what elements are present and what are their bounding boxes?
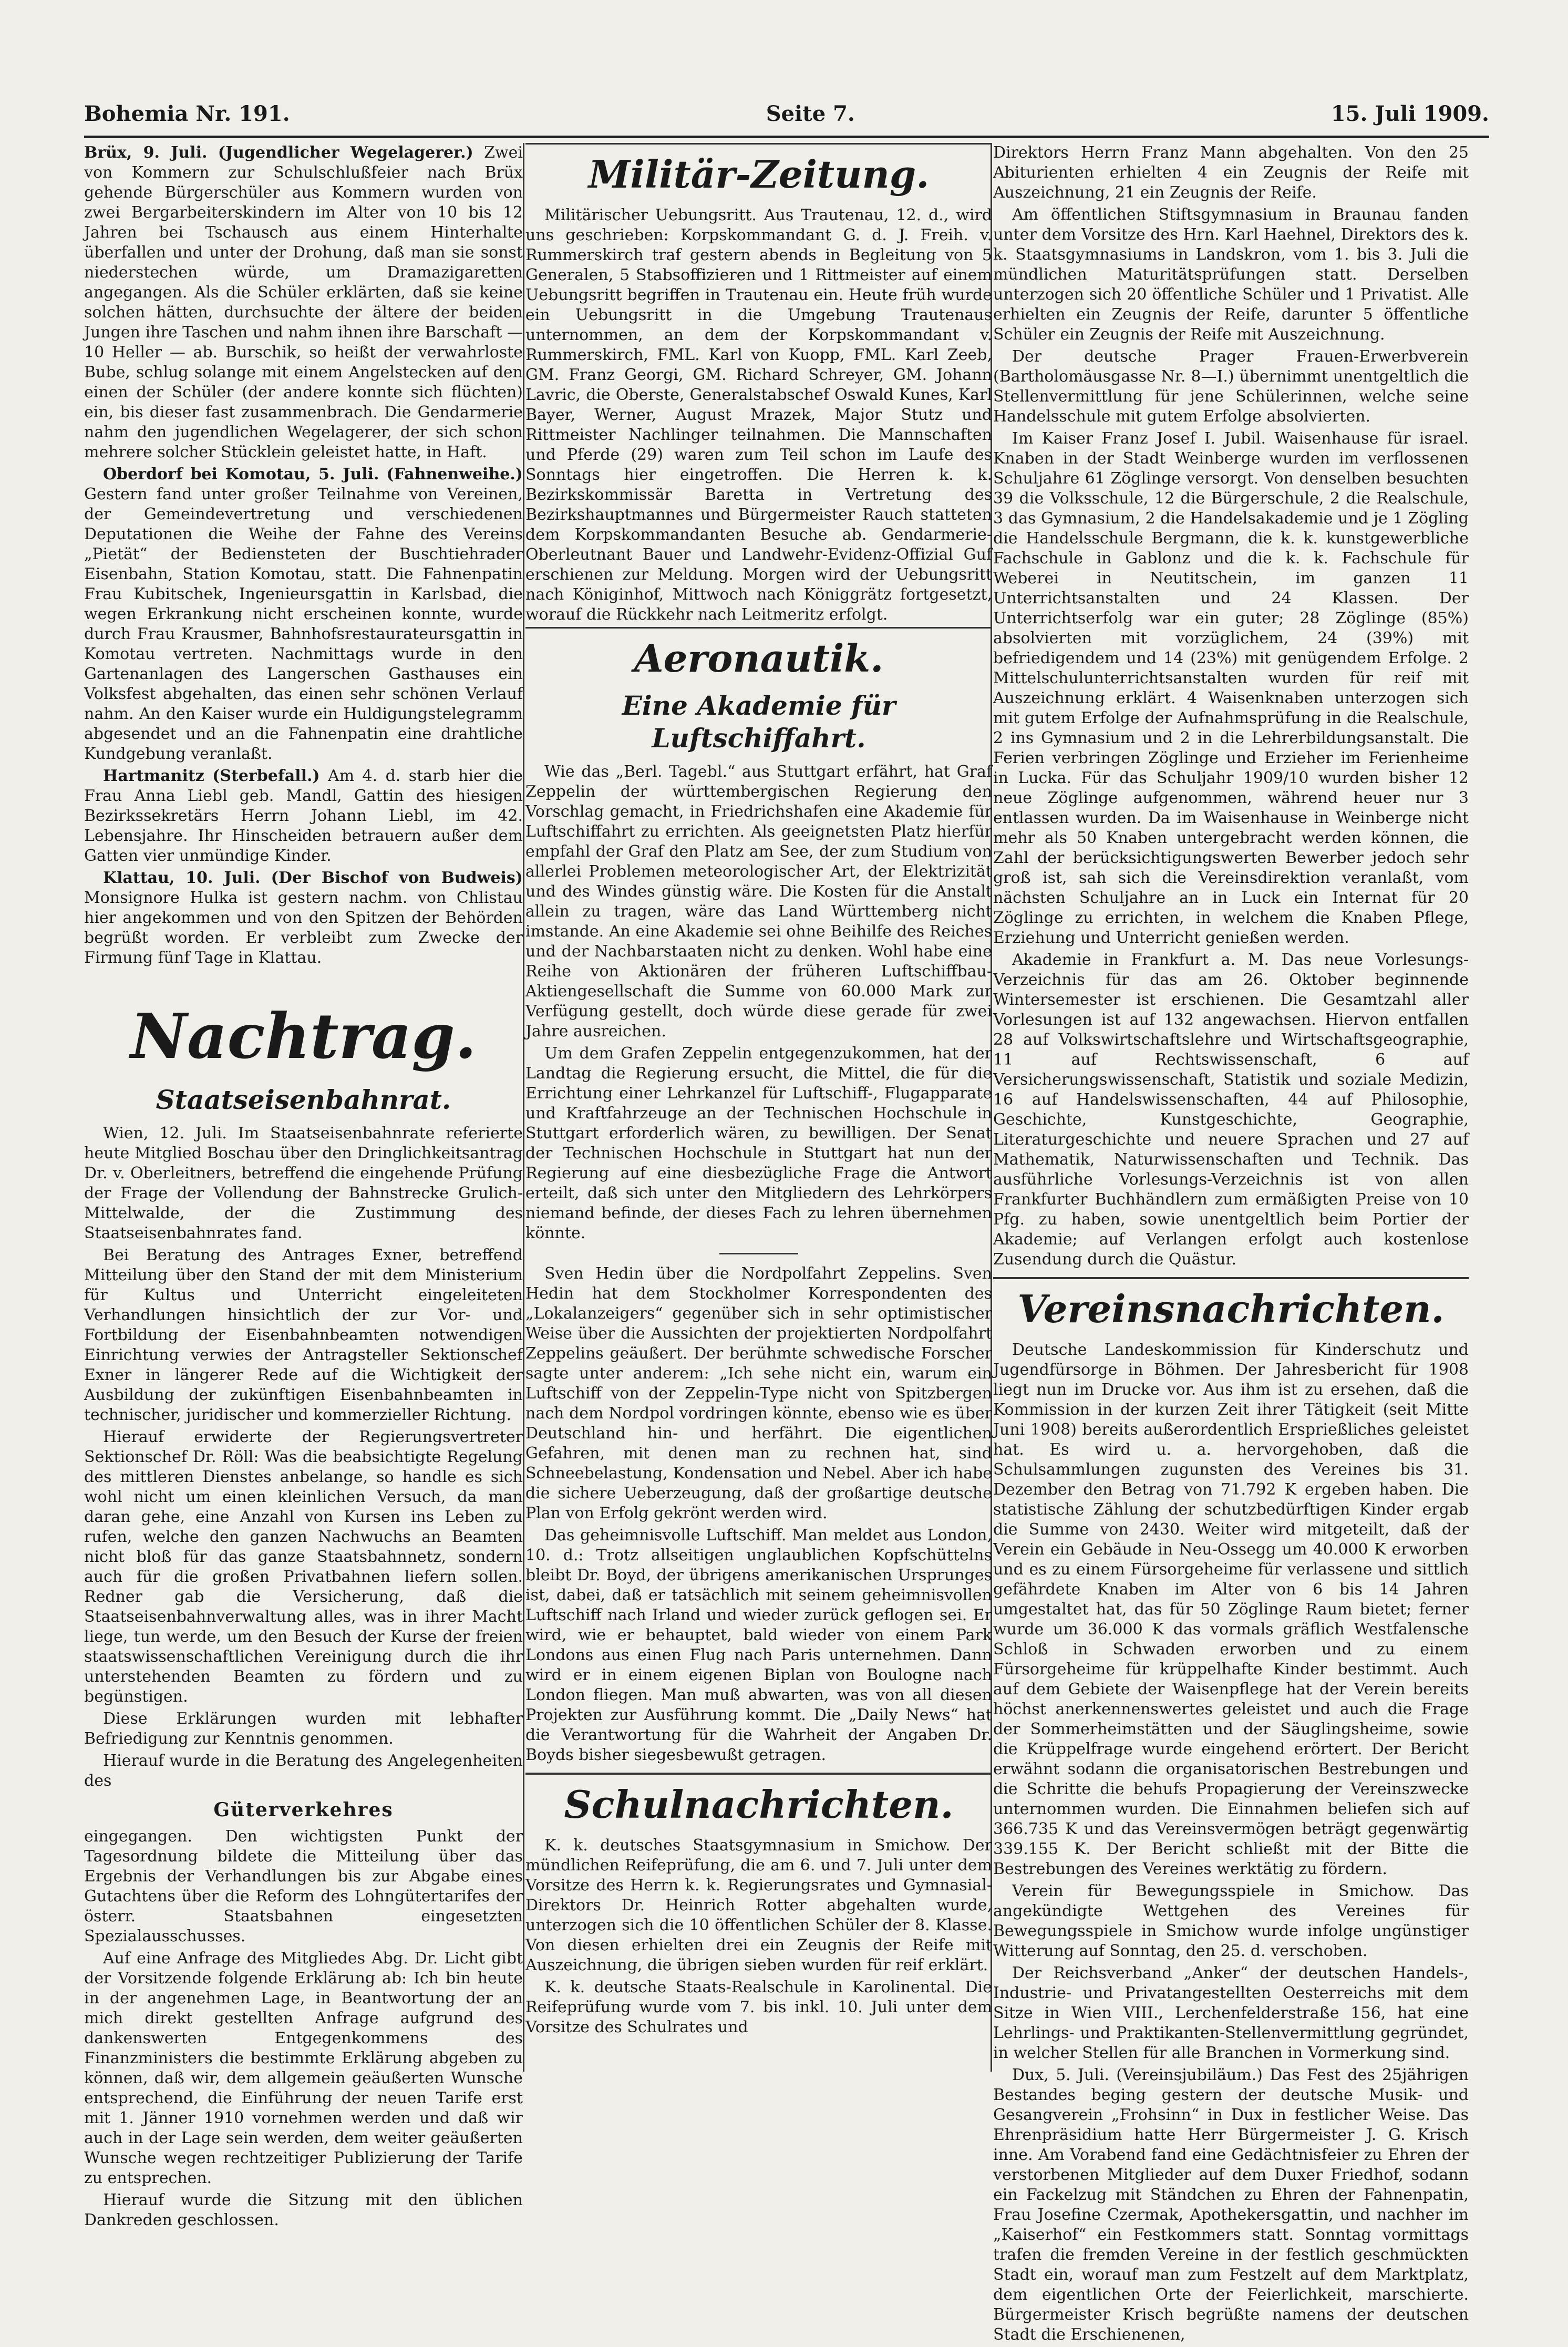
local-news-item: Klattau, 10. Juli. (Der Bischof von Budweis) Monsignore Hulka ist gestern nachm. von Chlistau hier angekommen und von den Spitzen der Behörden begrüßt worden. Er verbleibt zum Zwecke der Firmung fünf Tage in Klattau. (84, 869, 523, 967)
section-title-nachtrag: Nachtrag. (130, 1000, 477, 1073)
article-paragraph: Hierauf wurde die Sitzung mit den üblichen Dankreden geschlossen. (84, 2191, 523, 2229)
article-paragraph: Hierauf wurde in die Beratung des Angelegenheiten des (84, 1752, 523, 1790)
article-paragraph: Bei Beratung des Antrages Exner, betreffend Mitteilung über den Stand der mit dem Ministerium für Kultus und Unterricht eingeleiteten Verhandlungen hinsichtlich der zur Vor- und Fortbildung der Eisenbahnbeamten notwendigen Einrichtung verwies der Antragsteller Sektionschef Exner in längerer Rede auf die Wichtigkeit der Ausbildung der zukünftigen Eisenbahnbeamten in technischer, juridischer und kommerzieller Richtung. (84, 1246, 523, 1424)
article-paragraph: Akademie in Frankfurt a. M. Das neue Vorlesungs-Verzeichnis für das am 26. Oktober beginnende Wintersemester ist erschienen. Die Gesamtzahl aller Vorlesungen ist auf 132 angewachsen. Hiervon entfallen 28 auf Volkswirtschaftslehre und Wirtschaftsgeographie, 11 auf Rechtswissenschaft, 6 auf Versicherungswissenschaft, Statistik und soziale Medizin, 16 auf Handelswissenschaften, 44 auf Philosophie, Geschichte, Kunstgeschichte, Geographie, Literaturgeschichte und neuere Sprachen und 27 auf Mathematik, Naturwissenschaften und Technik. Das ausführliche Vorlesungs-Verzeichnis ist von allen Frankfurter Buchhändlern zum ermäßigten Preise von 10 Pfg. zu haben, sowie unentgeltlich beim Portier der Akademie; auf Verlangen erfolgt auch kostenlose Zusendung durch die Quästur. (993, 951, 1469, 1269)
header-rule (84, 136, 1489, 138)
article-paragraph: Auf eine Anfrage des Mitgliedes Abg. Dr. Licht gibt der Vorsitzende folgende Erklärung ab: Ich bin heute in der angenehmen Lage, in Beantwortung der an mich direkt gestellten Anfrage aufgrund des dankenswerten Entgegenkommens des Finanzministers die bestimmte Erklärung abgeben zu können, daß wir, dem allgemein geäußerten Wunsche entsprechend, die Einführung der neuen Tarife erst mit 1. Jänner 1910 vornehmen werden und daß wir auch in der Lage sein werden, dem weiter geäußerten Wunsche wegen rechtzeitiger Publizierung der Tarife zu entsprechen. (84, 1949, 523, 2187)
article-paragraph: eingegangen. Den wichtigsten Punkt der Tagesordnung bildete die Mitteilung über das Ergebnis der Verhandlungen bis zur Abgabe eines Gutachtens über die Reform des Lohngütertarifes der österr. Staatsbahnen eingesetzten Spezialausschusses. (84, 1827, 523, 1945)
subsection-title: Staatseisenbahnrat. (156, 1084, 451, 1115)
column-2 (525, 143, 992, 2040)
article-paragraph: Militärischer Uebungsritt. Aus Trautenau, 12. d., wird uns geschrieben: Korpskommandant G. d. J. Freih. v. Rummerskirch traf gestern abends in Begleitung von 5 Generalen, 5 Stabsoffizieren und 1 Rittmeister auf einem Uebungsritt begriffen in Trautenau ein. Heute früh wurde ein Uebungsritt in die Umgebung Trautenaus unternommen, an dem der Korpskommandant v. Rummerskirch, FML. Karl von Kuopp, FML. Karl Zeeb, GM. Franz Georgi, GM. Richard Schreyer, GM. Johann Lavric, die Oberste, Generalstabschef Oswald Kunes, Karl Bayer, Werner, August Mrazek, Major Stutz und Rittmeister Nachlinger teilnahmen. Die Mannschaften und Pferde (29) waren zum Teil schon im Laufe des Sonntags hier eingetroffen. Die Herren k. k. Bezirkskommissär Baretta in Vertretung des Bezirkshauptmannes und Bürgermeister Rauch statteten dem Korpskommandanten Besuche ab. Gendarmerie-Oberleutnant Bauer und Landwehr-Evidenz-Offizial Guf erschienen zur Meldung. Morgen wird der Uebungsritt nach Königinhof, Mittwoch nach Königgrätz fortgesetzt, worauf die Rückkehr nach Leitmeritz erfolgt. (525, 206, 992, 624)
header-center: Seite 7. (766, 101, 855, 126)
section-title-school: Schulnachrichten. (564, 1782, 954, 1827)
separator (525, 1773, 992, 1775)
header-right: 15. Juli 1909. (1330, 101, 1489, 126)
article-paragraph: Im Kaiser Franz Josef I. Jubil. Waisenhause für israel. Knaben in der Stadt Weinberge wurden im verflossenen Schuljahre 61 Zöglinge versorgt. Von denselben besuchten 39 die Volksschule, 12 die Bürgerschule, 2 die Realschule, 3 das Gymnasium, 2 die Handelsakademie und je 1 Zögling die Handelsschule Bergmann, die k. k. kunstgewerbliche Fachschule in Gablonz und die k. k. Fachschule für Weberei in Neutitschein, im ganzen 11 Unterrichtsanstalten und 24 Klassen. Der Unterrichtserfolg war ein guter; 28 Zöglinge (85%) absolvierten mit vorzüglichem, 24 (39%) mit befriedigendem und 14 (23%) mit genügendem Erfolge. 2 Mittelschulunterrichtsanstalten wurden für reif mit Auszeichnung erklärt. 4 Waisenknaben unterzogen sich mit gutem Erfolge der Aufnahmsprüfung in die Realschule, 2 ins Gymnasium und 2 in die Lehrerbildungsanstalt. Die Ferien verbringen Zöglinge und Erzieher im Ferienheime in Lucka. Für das Schuljahr 1909/10 wurden bisher 12 neue Zöglinge aufgenommen, während heuer nur 3 entlassen wurden. Da im Waisenhause in Weinberge nicht mehr als 50 Knaben untergebracht werden können, die Zahl der berücksichtigungswerten Bewerber jedoch sehr groß ist, sah sich die Vereinsdirektion veranlaßt, vom nächsten Schuljahre an in Luck ein Internat für 20 Zöglinge zu errichten, in welchem die Knaben Pflege, Erziehung und Unterricht genießen werden. (993, 429, 1469, 947)
column-1 (84, 143, 523, 2232)
article-paragraph: K. k. deutsches Staatsgymnasium in Smichow. Der mündlichen Reifeprüfung, die am 6. und 7. Juli unter dem Vorsitze des Herrn k. k. Regierungsrates und Gymnasial-Direktors Dr. Heinrich Rotter abgehalten wurde, unterzogen sich die 10 öffentlichen Schüler der 8. Klasse. Von diesen erhielten drei ein Zeugnis der Reife mit Auszeichnung, die übrigen sieben wurden für reif erklärt. (525, 1836, 992, 1974)
article-paragraph: Diese Erklärungen wurden mit lebhafter Befriedigung zur Kenntnis genommen. (84, 1710, 523, 1748)
section-title-aeronautics: Aeronautik. (634, 636, 884, 681)
article-paragraph: Dux, 5. Juli. (Vereinsjubiläum.) Das Fest des 25jährigen Bestandes beging gestern der deutsche Musik- und Gesangverein „Frohsinn“ in Dux in festlicher Weise. Das Ehrenpräsidium hatte Herr Bürgermeister J. G. Krisch inne. Am Vorabend fand eine Gedächtnisfeier zu Ehren der verstorbenen Mitglieder auf dem Duxer Friedhof, sodann ein Fackelzug mit Ständchen zu Ehren der Fahnenpatin, Frau Josefine Czermak, Apothekersgattin, und nachher im „Kaiserhof“ ein Festkommers statt. Sonntag vormittags trafen die fremden Vereine in der festlich geschmückten Stadt ein, worauf man zum Festzelt auf dem Marktplatz, dem eigentlichen Orte der Feierlichkeit, marschierte. Bürgermeister Krisch begrüßte namens der deutschen Stadt die Erschienenen, (993, 2066, 1469, 2344)
local-news-item: Hartmanitz (Sterbefall.) Am 4. d. starb hier die Frau Anna Liebl geb. Mandl, Gattin des hiesigen Bezirkssekretärs Herrn Johann Liebl, im 42. Lebensjahre. Ihr Hinscheiden betrauern außer dem Gatten vier unmündige Kinder. (84, 767, 523, 865)
separator (993, 1277, 1469, 1279)
header-left: Bohemia Nr. 191. (84, 101, 290, 126)
column-3 (993, 143, 1469, 2347)
military-box (525, 143, 992, 629)
article-paragraph: Am öffentlichen Stiftsgymnasium in Braunau fanden unter dem Vorsitze des Hrn. Karl Haehnel, Direktors des k. k. Staatsgymnasiums in Landskron, vom 1. bis 3. Juli die mündlichen Maturitätsprüfungen statt. Derselben unterzogen sich 20 öffentliche Schüler und 1 Privatist. Alle erhielten ein Zeugnis der Reife, darunter 5 öffentliche Schüler ein Zeugnis der Reife mit Auszeichnung. (993, 205, 1469, 344)
article-paragraph: Sven Hedin über die Nordpolfahrt Zeppelins. Sven Hedin hat dem Stockholmer Korrespondenten des „Lokalanzeigers“ gegenüber sich in sehr optimistischer Weise über die Aussichten der projektierten Nordpolfahrt Zeppelins geäußert. Der berühmte schwedische Forscher sagte unter anderem: „Ich sehe nicht ein, warum ein Luftschiff von der Zeppelin-Type nicht von Spitzbergen nach dem Nordpol vordringen könnte, ebenso wie es über Deutschland hin- und herfährt. Die eigentlichen Gefahren, mit denen man zu rechnen hat, sind Schneebelastung, Kondensation und Nebel. Aber ich habe die sichere Ueberzeugung, daß der großartige deutsche Plan von Erfolg gekrönt werden wird. (525, 1264, 992, 1522)
article-paragraph: Hierauf erwiderte der Regierungsvertreter Sektionschef Dr. Röll: Was die beabsichtigte Regelung des mittleren Dienstes anbelange, so handle es sich wohl nicht um einen kleinlichen Versuch, da man daran gehe, eine Anzahl von Kursen ins Leben zu rufen, welche den ganzen Nachwuchs an Beamten nicht bloß für das ganze Staatsbahnnetz, sondern auch für die großen Privatbahnen liefern sollen. Redner gab die Versicherung, daß die Staatseisenbahnverwaltung alles, was in ihrer Macht liege, tun werde, um den Besuch der Kurse der freien staatswissenschaftlichen Vereinigung durch die ihr unterstehenden Beamten zu fördern und zu begünstigen. (84, 1428, 523, 1706)
local-news-item: Oberdorf bei Komotau, 5. Juli. (Fahnenweihe.) Gestern fand unter großer Teilnahme von Vereinen, der Gemeindevertretung und verschiedenen Deputationen die Weihe der Fahne des Vereins „Pietät“ der Bediensteten der Buschtiehrader Eisenbahn, Station Komotau, statt. Die Fahnenpatin Frau Kubitschek, Ingenieursgattin in Karlsbad, die wegen Erkrankung nicht erscheinen konnte, wurde durch Frau Krausmer, Bahnhofsrestaurateursgattin in Komotau vertreten. Nachmittags wurde in den Gartenanlagen des Langerschen Gasthauses ein Volksfest abgehalten, das einen sehr schönen Verlauf nahm. An den Kaiser wurde ein Huldigungstelegramm abgesendet und an die Fahnenpatin eine drahtliche Kundgebung veranlaßt. (84, 465, 523, 763)
local-news-item: Brüx, 9. Juli. (Jugendlicher Wegelagerer.) Zwei von Kommern zur Schulschlußfeier nach Brüx gehende Bürgerschüler aus Kommern wurden von zwei Bergarbeiterskindern im Alter von 10 bis 12 Jahren bei Tschausch aus einem Hinterhalte überfallen und unter der Drohung, daß man sie sonst niederstechen würde, um Dramazigaretten angegangen. Als die Schüler erklärten, daß sie keine solchen hätten, durchsuchte der ältere der beiden Jungen ihre Taschen und nahm ihnen ihre Barschaft — 10 Heller — ab. Burschik, so heißt der verwahrloste Bube, schlug solange mit einem Angelstecken auf den einen der Schüler (der andere konnte sich flüchten) ein, bis dieser fast zusammenbrach. Die Gendarmerie nahm den jugendlichen Wegelagerer, der sich schon mehrere solcher Stücklein geleistet hatte, in Haft. (84, 143, 523, 461)
inline-heading: Güterverkehres (213, 1799, 394, 1821)
article-paragraph: Wien, 12. Juli. Im Staatseisenbahnrate referierte heute Mitglied Boschau über den Dringlichkeitsantrag Dr. v. Oberleitners, betreffend die eingehende Prüfung der Frage der Vollendung der Bahnstrecke Grulich-Mittelwalde, der die Zustimmung des Staatseisenbahnrates fand. (84, 1124, 523, 1242)
article-paragraph: Um dem Grafen Zeppelin entgegenzukommen, hat der Landtag die Regierung ersucht, die Mittel, die für die Errichtung einer Lehrkanzel für Luftschiff-, Flugapparate und Kraftfahrzeuge an der Technischen Hochschule in Stuttgart erforderlich wären, zu bewilligen. Der Senat der Technischen Hochschule in Stuttgart hat nun der Regierung auf eine diesbezügliche Frage die Antwort erteilt, daß sich unter den Mitgliedern des Lehrkörpers niemand befinde, der dieses Fach zu lehren übernehmen könnte. (525, 1044, 992, 1242)
article-paragraph: Der Reichsverband „Anker“ der deutschen Handels-, Industrie- und Privatangestellten Oesterreichs mit dem Sitze in Wien VIII., Lerchenfelderstraße 156, hat eine Lehrlings- und Praktikanten-Stellenvermittlung gegründet, in welcher Stellen für alle Branchen in Vormerkung sind. (993, 1964, 1469, 2062)
article-paragraph: K. k. deutsche Staats-Realschule in Karolinental. Die Reifeprüfung wurde vom 7. bis inkl. 10. Juli unter dem Vorsitze des Schulrates und (525, 1978, 992, 2036)
column-divider (523, 143, 524, 2072)
section-title-associations: Vereinsnachrichten. (1017, 1286, 1445, 1331)
article-paragraph: Deutsche Landeskommission für Kinderschutz und Jugendfürsorge in Böhmen. Der Jahresbericht für 1908 liegt nun im Drucke vor. Aus ihm ist zu ersehen, daß die Kommission in der kurzen Zeit ihrer Tätigkeit (seit Mitte Juni 1908) bereits außerordentlich Ersprießliches geleistet hat. Es wird u. a. hervorgehoben, daß die Schulsammlungen zugunsten des Vereines bis 31. Dezember den Betrag von 71.792 K ergeben haben. Die statistische Zählung der schutzbedürftigen Kinder ergab die Summe von 2430. Weiter wird mitgeteilt, daß der Verein ein Gebäude in Neu-Ossegg um 40.000 K erworben und es zu einem Fürsorgeheime für verlassene und sittlich gefährdete Knaben im Alter von 6 bis 14 Jahren umgestaltet hat, das für 50 Zöglinge Raum bietet; ferner wurde um 36.000 K das vormals gräflich Westfalensche Schloß in Schwaden erworben und zu einem Fürsorgeheime für krüppelhafte Kinder bestimmt. Auch auf dem Gebiete der Waisenpflege hat der Verein bereits höchst anerkennenswertes geleistet und auch die Frage der Sommerheimstätten und der Säuglingsheime, sowie die Krüppelfrage wurde eingehend erörtert. Der Bericht erwähnt sodann die organisatorischen Bestrebungen und die Schritte die behufs Propagierung der Vereinszwecke unternommen wurden. Die Einnahmen beliefen sich auf 366.735 K und das Vereinsvermögen beträgt gegenwärtig 339.155 K. Der Bericht schließt mit der Bitte die Bestrebungen des Vereines werktätig zu fördern. (993, 1341, 1469, 1878)
separator (719, 1253, 798, 1254)
article-paragraph: Das geheimnisvolle Luftschiff. Man meldet aus London, 10. d.: Trotz allseitigen unglaublichen Kopfschüttelns bleibt Dr. Boyd, der übrigens amerikanischen Ursprunges ist, dabei, daß er tatsächlich mit seinem geheimnisvollen Luftschiff nach Irland und wieder zurück geflogen sei. Er wird, wie er behauptet, bald wieder von einem Park Londons aus einen Flug nach Paris unternehmen. Dann wird er in einem eigenen Biplan von Boulogne nach London fliegen. Man muß abwarten, was von all diesen Projekten zur Ausführung kommt. Die „Daily News“ hat die Verantwortung für die Wahrheit der Angaben Dr. Boyds bisher siegesbewußt getragen. (525, 1526, 992, 1764)
subsection-title: Eine Akademie für Luftschiffahrt. (622, 690, 896, 754)
running-head (84, 98, 1489, 129)
article-paragraph: Direktors Herrn Franz Mann abgehalten. Von den 25 Abiturienten erhielten 4 ein Zeugnis der Reife mit Auszeichnung, 21 ein Zeugnis der Reife. (993, 143, 1469, 202)
article-paragraph: Wie das „Berl. Tagebl.“ aus Stuttgart erfährt, hat Graf Zeppelin der württembergischen Regierung den Vorschlag gemacht, in Friedrichshafen eine Akademie für Luftschiffahrt zu errichten. Als geeignetsten Platz hierfür empfahl der Graf den Platz am See, der zum Studium von allerlei Problemen meteorologischer Art, der Elektrizität und des Windes günstig wäre. Die Kosten für die Anstalt allein zu tragen, wäre das Land Württemberg nicht imstande. An eine Akademie sei ohne Beihilfe des Reiches und der Nachbarstaaten nicht zu denken. Wohl habe eine Reihe von Aktionären der früheren Luftschiffbau-Aktiengesellschaft die Summe von 60.000 Mark zur Verfügung gestellt, doch würde diese gerade für zwei Jahre ausreichen. (525, 763, 992, 1041)
article-paragraph: Verein für Bewegungsspiele in Smichow. Das angekündigte Wettgehen des Vereines für Bewegungsspiele in Smichow wurde infolge ungünstiger Witterung auf Sonntag, den 25. d. verschoben. (993, 1882, 1469, 1960)
article-paragraph: Der deutsche Prager Frauen-Erwerbverein (Bartholomäusgasse Nr. 8—I.) übernimmt unentgeltlich die Stellenvermittlung für jene Schülerinnen, welche seine Handelsschule mit gutem Erfolge absolvierten. (993, 347, 1469, 426)
section-title-military: Militär-Zeitung. (588, 152, 930, 197)
